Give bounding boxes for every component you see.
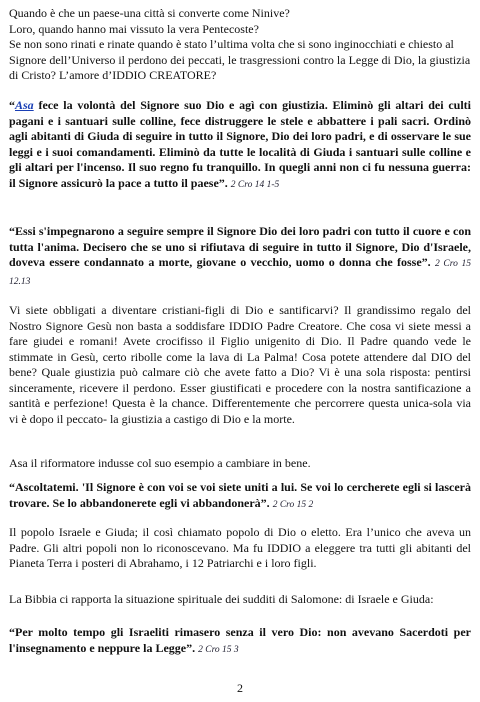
intro-line-1: Quando è che un paese-una città si converte come Ninive? [9,6,290,20]
quote-listen-text: “Ascoltatemi. 'Il Signore è con voi se voi siete uniti a lui. Se voi lo cercherete egli si lascerà trovare. Se lo abbandonerete egli vi abbandonerà”. [9,480,471,510]
quote-asa-text: fece la volontà del Signore suo Dio e agì con giustizia. Eliminò gli altari dei culti pagani e i santuari sulle colline, fece distruggere le stele e abbattere i pali sacri. Ordinò agli abitanti di Giuda di seguire in tutto il Signore, Dio dei loro padri, e di osservare le sue leggi e i suoi comandamenti. Eliminò da tutte le località di Giuda i santuari sulle colline e gli altari per l'incenso. Il suo regno fu tranquillo. In quegli anni non ci fu nessuna guerra: il Signore assicurò la pace a tutto il paese”. [9,98,471,190]
asa-link[interactable]: Asa [15,98,34,112]
intro-line-3: Se non sono rinati e rinate quando è stato l’ultima volta che si sono inginocchiati e chiesto al Signore dell’Universo il perdono dei peccati, le trasgressioni contro la Legge di Dio, la giustizia di Cristo? L’amore d’IDDIO CREATORE? [9,37,471,82]
quote-israelites-reference: 2 Cro 15 3 [198,644,239,655]
paragraph-asa-reformer: Asa il riformatore indusse col suo esempio a cambiare in bene. [9,456,311,470]
bible-quote-commitment [9,224,471,290]
quote-listen-reference: 2 Cro 15 2 [272,499,314,510]
bible-quote-listen [9,480,471,513]
quote-israelites-text: “Per molto tempo gli Israeliti rimasero senza il vero Dio: non avevano Sacerdoti per l'insegnamento e neppure la Legge”. [9,625,471,655]
quote-commitment-reference: 2 Cro 15 12.13 [9,259,472,287]
paragraph-sanctification: Vi siete obbligati a diventare cristiani-figli di Dio e santificarvi? Il grandissimo regalo del Nostro Signore Gesù non basta a soddisfare IDDIO Padre Creatore. Che cosa vi siete messi a fare giudei e romani! Avete crocifisso il Figlio unigenito di Dio. Il Padre quando vede le stimmate in Gesù, certo ribolle come la lava di La Palma! Cosa potete attendere dal DIO del bene? Quale giustizia può calmare ciò che avete fatto a Dio? Vi è una sola risposta: pentirsi sinceramente, ricevere il perdono. Esser giustificati e procedere con la nostra santificazione a santità e perfezione! Questa è la chance. Differentemente che percorrere questa unica-sola via vi è dopo il peccato- la giustizia a castigo di Dio e la morte. [9,303,471,426]
intro-line-2: Loro, quando hanno mai vissuto la vera Pentecoste? [9,21,259,36]
intro-section [9,6,471,84]
quote-open-mark: “ [9,98,15,112]
paragraph-solomon-subjects: La Bibbia ci rapporta la situazione spirituale dei sudditi di Salomone: di Israele e Giuda: [9,592,434,606]
paragraph-chosen-people: Il popolo Israele e Giuda; il così chiamato popolo di Dio o eletto. Era l’unico che aveva un Padre. Gli altri popoli non lo riconoscevano. Ma fu IDDIO a eleggere tra tutti gli abitanti del Pianeta Terra i posteri di Abrahamo, i 12 Patriarchi e i loro figli. [9,525,471,570]
quote-commitment-text: “Essi s'impegnarono a seguire sempre il Signore Dio dei loro padri con tutto il cuore e con tutta l'anima. Decisero che se uno si rifiutava di seguire in tutto il Signore, Dio d'Israele, doveva essere condannato a morte, giovane o vecchio, uomo o donna che fosse”. [9,224,471,269]
bible-quote-asa [9,98,471,193]
bible-quote-israelites [9,625,471,658]
page-number: 2 [237,681,243,695]
quote-asa-reference: 2 Cro 14 1-5 [230,179,280,190]
